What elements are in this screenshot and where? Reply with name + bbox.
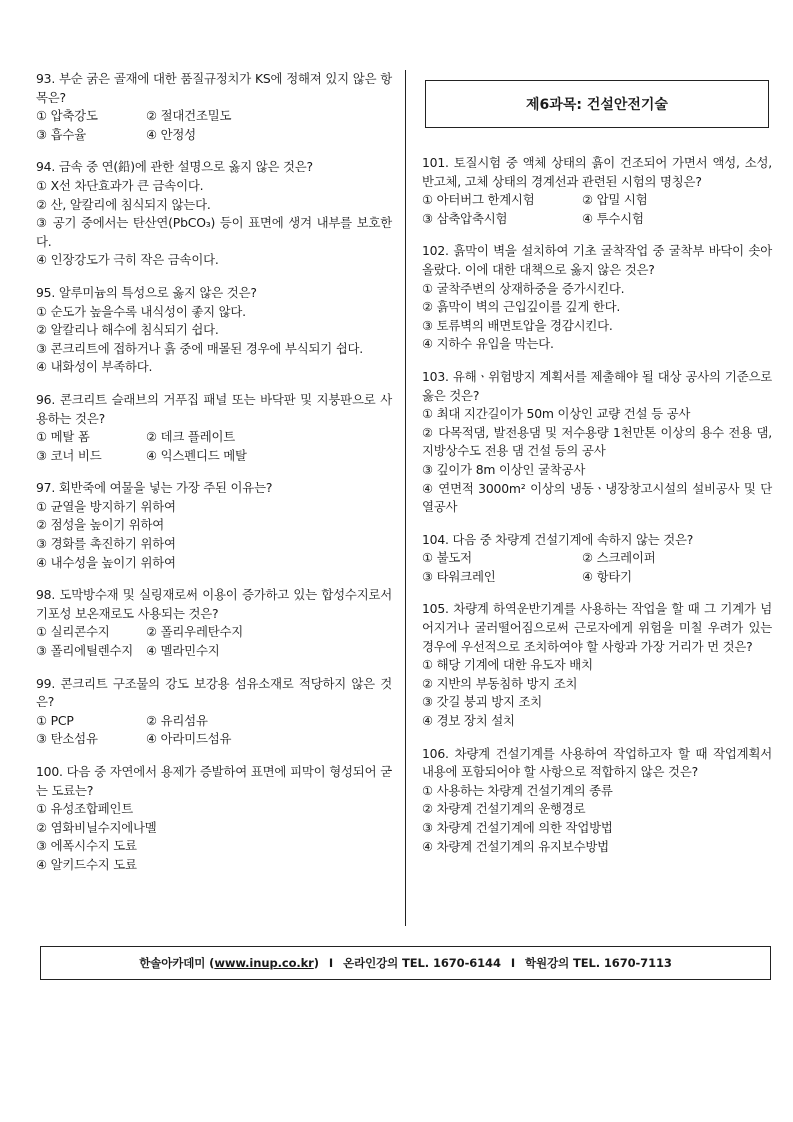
answer-option: ④ 인장강도가 극히 작은 금속이다. bbox=[36, 252, 219, 268]
answer-option: ③ 코너 비드 bbox=[36, 447, 102, 463]
question-stem: 106. 차량계 건설기계를 사용하여 작업하고자 할 때 작업계획서 내용에 포함되어야 할 사항으로 적합하지 않은 것은? bbox=[422, 745, 772, 780]
question-block bbox=[36, 763, 392, 875]
answer-option: ④ 연면적 3000m² 이상의 냉동ㆍ냉장창고시설의 설비공사 및 단열공사 bbox=[422, 480, 772, 515]
answer-option: ① 굴착주변의 상재하중을 증가시킨다. bbox=[422, 280, 625, 296]
answer-option: ② 압밀 시험 bbox=[582, 192, 648, 208]
subject-title: 제6과목: 건설안전기술 bbox=[526, 97, 668, 113]
question-stem: 97. 회반죽에 여물을 넣는 가장 주된 이유는? bbox=[36, 480, 273, 496]
subject-title-box bbox=[425, 80, 769, 128]
answer-option: ② 스크레이퍼 bbox=[582, 550, 656, 566]
option-row bbox=[36, 712, 392, 731]
answer-option: ② 데크 플레이트 bbox=[146, 429, 236, 445]
answer-option: ① 순도가 높을수록 내식성이 좋지 않다. bbox=[36, 303, 246, 319]
question-stem: 104. 다음 중 차량계 건설기계에 속하지 않는 것은? bbox=[422, 531, 694, 547]
answer-option: ③ 탄소섬유 bbox=[36, 731, 98, 747]
question-block bbox=[36, 70, 392, 144]
answer-option: ① 아터버그 한계시험 bbox=[422, 192, 535, 208]
question-stem: 105. 차량계 하역운반기계를 사용하는 작업을 할 때 그 기계가 넘어지거나 굴러떨어짐으로써 근로자에게 위험을 미칠 우려가 있는 경우에 우선적으로 조치하여야 할 사항과 가장 거리가 먼 것은? bbox=[422, 601, 772, 654]
answer-option: ③ 폴리에틸렌수지 bbox=[36, 643, 134, 659]
option-row bbox=[36, 428, 392, 447]
answer-option: ④ 알키드수지 도료 bbox=[36, 856, 137, 872]
question-block bbox=[36, 586, 392, 660]
answer-option: ④ 익스펜디드 메탈 bbox=[146, 447, 247, 463]
answer-option: ① 사용하는 차량계 건설기계의 종류 bbox=[422, 782, 613, 798]
question-stem: 93. 부순 굵은 골재에 대한 품질규정치가 KS에 정해져 있지 않은 항목은? bbox=[36, 71, 392, 105]
question-stem: 100. 다음 중 자연에서 용제가 증발하여 표면에 피막이 형성되어 굳는 도료는? bbox=[36, 764, 392, 798]
answer-option: ① 메탈 폼 bbox=[36, 429, 90, 445]
question-stem: 102. 흙막이 벽을 설치하여 기초 굴착작업 중 굴착부 바닥이 솟아올랐다. 이에 대한 대책으로 옳지 않은 것은? bbox=[422, 243, 772, 277]
answer-option: ③ 삼축압축시험 bbox=[422, 210, 508, 226]
answer-option: ③ 깊이가 8m 이상인 굴착공사 bbox=[422, 461, 586, 477]
option-row bbox=[422, 568, 772, 587]
option-row bbox=[36, 126, 392, 145]
left-column bbox=[36, 70, 392, 889]
option-row bbox=[422, 191, 772, 210]
option-row bbox=[422, 210, 772, 229]
question-block bbox=[36, 479, 392, 572]
question-stem: 94. 금속 중 연(鉛)에 관한 설명으로 옳지 않은 것은? bbox=[36, 159, 313, 175]
answer-option: ① 균열을 방지하기 위하여 bbox=[36, 498, 176, 514]
answer-option: ① 유성조합페인트 bbox=[36, 801, 134, 817]
question-block bbox=[36, 391, 392, 465]
question-block bbox=[422, 745, 772, 857]
question-block bbox=[422, 531, 772, 587]
answer-option: ④ 아라미드섬유 bbox=[146, 731, 232, 747]
option-row bbox=[36, 447, 392, 466]
option-row bbox=[36, 642, 392, 661]
answer-option: ④ 지하수 유입을 막는다. bbox=[422, 336, 554, 352]
answer-option: ④ 내수성을 높이기 위하여 bbox=[36, 554, 176, 570]
answer-option: ① 최대 지간길이가 50m 이상인 교량 건설 등 공사 bbox=[422, 406, 691, 422]
answer-option: ④ 안정성 bbox=[146, 126, 196, 142]
answer-option: ② 점성을 높이기 위하여 bbox=[36, 517, 165, 533]
option-row bbox=[36, 623, 392, 642]
option-row bbox=[36, 107, 392, 126]
answer-option: ③ 공기 중에서는 탄산연(PbCO₃) 등이 표면에 생겨 내부를 보호한다. bbox=[36, 215, 392, 249]
question-stem: 99. 콘크리트 구조물의 강도 보강용 섬유소재로 적당하지 않은 것은? bbox=[36, 675, 392, 710]
answer-option: ③ 에폭시수지 도료 bbox=[36, 838, 137, 854]
answer-option: ③ 타워크레인 bbox=[422, 568, 496, 584]
answer-option: ④ 내화성이 부족하다. bbox=[36, 359, 153, 375]
answer-option: ① X선 차단효과가 큰 금속이다. bbox=[36, 177, 204, 193]
footer-bar: 한솔아카데미 ( www.inup.co.kr ) I 온라인강의 TEL. 1670-6144 I 학원강의 TEL. 1670-7113 bbox=[40, 946, 771, 980]
answer-option: ① 실리콘수지 bbox=[36, 624, 110, 640]
footer-separator: I bbox=[328, 956, 334, 970]
answer-option: ② 염화비닐수지에나멜 bbox=[36, 819, 157, 835]
question-stem: 96. 콘크리트 슬래브의 거푸집 패널 또는 바닥판 및 지붕판으로 사용하는 것은? bbox=[36, 391, 392, 426]
answer-option: ② 절대건조밀도 bbox=[146, 108, 232, 124]
answer-option: ④ 멜라민수지 bbox=[146, 643, 220, 659]
answer-option: ③ 차량계 건설기계에 의한 작업방법 bbox=[422, 820, 613, 835]
option-row bbox=[36, 730, 392, 749]
answer-option: ③ 토류벽의 배면토압을 경감시킨다. bbox=[422, 317, 613, 333]
answer-option: ② 산, 알칼리에 침식되지 않는다. bbox=[36, 196, 211, 212]
question-block bbox=[36, 158, 392, 270]
footer-offline-tel: 학원강의 TEL. 1670-7113 bbox=[525, 956, 672, 970]
answer-option: ② 유리섬유 bbox=[146, 712, 208, 728]
answer-option: ① PCP bbox=[36, 712, 74, 728]
option-row bbox=[422, 549, 772, 568]
question-stem: 101. 토질시험 중 액체 상태의 흙이 건조되어 가면서 액성, 소성, 반고체, 고체 상태의 경계선과 관련된 시험의 명칭은? bbox=[422, 155, 772, 189]
question-stem: 98. 도막방수재 및 실링재로써 이용이 증가하고 있는 합성수지로서 기포성 보온재로도 사용되는 것은? bbox=[36, 587, 392, 621]
right-column bbox=[422, 154, 772, 870]
answer-option: ① 불도저 bbox=[422, 550, 472, 566]
answer-option: ① 해당 기계에 대한 유도자 배치 bbox=[422, 657, 593, 673]
answer-option: ② 차량계 건설기계의 운행경로 bbox=[422, 801, 586, 817]
answer-option: ① 압축강도 bbox=[36, 108, 98, 124]
answer-option: ③ 갓길 붕괴 방지 조치 bbox=[422, 694, 543, 710]
question-block bbox=[36, 284, 392, 377]
answer-option: ③ 콘크리트에 접하거나 흙 중에 매몰된 경우에 부식되기 쉽다. bbox=[36, 340, 364, 356]
answer-option: ③ 경화를 촉진하기 위하여 bbox=[36, 536, 176, 552]
question-block bbox=[422, 154, 772, 228]
answer-option: ③ 흡수율 bbox=[36, 126, 86, 142]
footer-academy: 한솔아카데미 bbox=[139, 956, 206, 970]
footer-url-link[interactable]: www.inup.co.kr bbox=[214, 956, 314, 970]
answer-option: ④ 차량계 건설기계의 유지보수방법 bbox=[422, 838, 609, 854]
question-block bbox=[422, 368, 772, 517]
answer-option: ② 다목적댐, 발전용댐 및 저수용량 1천만톤 이상의 용수 전용 댐, 지방상수도 전용 댐 건설 등의 공사 bbox=[422, 424, 772, 459]
question-block bbox=[422, 242, 772, 354]
question-stem: 103. 유해ㆍ위험방지 계획서를 제출해야 될 대상 공사의 기준으로 옳은 것은? bbox=[422, 368, 772, 403]
footer-separator: I bbox=[510, 956, 516, 970]
answer-option: ② 지반의 부동침하 방지 조치 bbox=[422, 675, 578, 691]
column-divider bbox=[405, 70, 406, 926]
answer-option: ④ 경보 장치 설치 bbox=[422, 713, 515, 729]
answer-option: ② 폴리우레탄수지 bbox=[146, 624, 244, 640]
answer-option: ④ 항타기 bbox=[582, 568, 632, 584]
answer-option: ② 흙막이 벽의 근입깊이를 깊게 한다. bbox=[422, 299, 621, 315]
question-block bbox=[422, 600, 772, 730]
question-block bbox=[36, 675, 392, 749]
footer-online-tel: 온라인강의 TEL. 1670-6144 bbox=[343, 956, 501, 970]
question-stem: 95. 알루미늄의 특성으로 옳지 않은 것은? bbox=[36, 284, 257, 300]
answer-option: ② 알칼리나 해수에 침식되기 쉽다. bbox=[36, 322, 219, 338]
answer-option: ④ 투수시험 bbox=[582, 210, 644, 226]
